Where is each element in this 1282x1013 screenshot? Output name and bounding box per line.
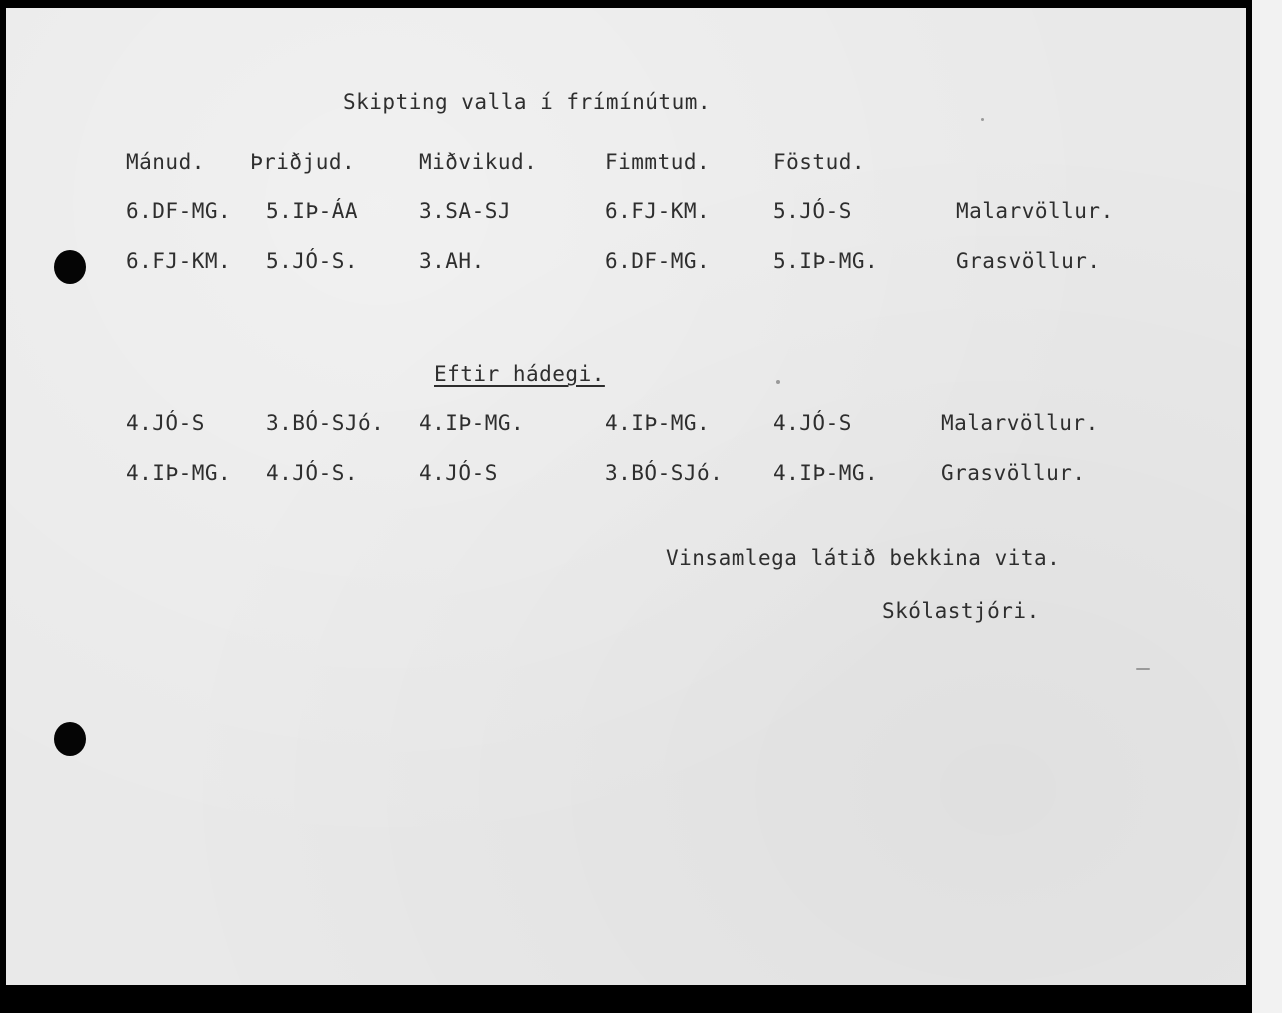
afternoon-heading: Eftir hádegi. xyxy=(434,362,605,386)
morning-row-1-monday: 6.DF-MG. xyxy=(126,199,232,223)
morning-row-2-monday: 6.FJ-KM. xyxy=(126,249,232,273)
afternoon-row-1-monday: 4.JÓ-S xyxy=(126,411,205,435)
morning-row-1-tuesday: 5.IÞ-ÁA xyxy=(266,199,359,223)
day-header-friday: Föstud. xyxy=(773,150,866,174)
afternoon-row-2-monday: 4.IÞ-MG. xyxy=(126,461,232,485)
afternoon-row-1-thursday: 4.IÞ-MG. xyxy=(605,411,711,435)
afternoon-row-2-field: Grasvöllur. xyxy=(941,461,1086,485)
afternoon-row-2-wednesday: 4.JÓ-S xyxy=(419,461,498,485)
afternoon-row-1-tuesday: 3.BÓ-SJó. xyxy=(266,411,385,435)
paper-speck xyxy=(981,118,984,121)
morning-row-2-tuesday: 5.JÓ-S. xyxy=(266,249,359,273)
afternoon-row-1-wednesday: 4.IÞ-MG. xyxy=(419,411,525,435)
morning-row-2-friday: 5.IÞ-MG. xyxy=(773,249,879,273)
morning-row-1-field: Malarvöllur. xyxy=(956,199,1114,223)
scan-edge-strip xyxy=(1252,0,1282,1013)
closing-note: Vinsamlega látið bekkina vita. xyxy=(666,546,1061,570)
day-header-wednesday: Miðvikud. xyxy=(419,150,538,174)
morning-row-2-field: Grasvöllur. xyxy=(956,249,1101,273)
afternoon-row-1-field: Malarvöllur. xyxy=(941,411,1099,435)
punch-hole-top xyxy=(54,250,86,284)
afternoon-row-2-tuesday: 4.JÓ-S. xyxy=(266,461,359,485)
morning-row-2-wednesday: 3.AH. xyxy=(419,249,485,273)
signature: Skólastjóri. xyxy=(882,599,1040,623)
page-title: Skipting valla í frímínútum. xyxy=(343,90,712,114)
day-header-thursday: Fimmtud. xyxy=(605,150,711,174)
afternoon-row-2-friday: 4.IÞ-MG. xyxy=(773,461,879,485)
afternoon-row-1-friday: 4.JÓ-S xyxy=(773,411,852,435)
afternoon-row-2-thursday: 3.BÓ-SJó. xyxy=(605,461,724,485)
typewritten-sheet xyxy=(6,8,1246,985)
punch-hole-bottom xyxy=(54,722,86,756)
day-header-tuesday: Þriðjud. xyxy=(250,150,356,174)
paper-speck xyxy=(1136,668,1150,670)
morning-row-2-thursday: 6.DF-MG. xyxy=(605,249,711,273)
day-header-monday: Mánud. xyxy=(126,150,205,174)
paper-speck xyxy=(776,380,780,384)
morning-row-1-thursday: 6.FJ-KM. xyxy=(605,199,711,223)
morning-row-1-friday: 5.JÓ-S xyxy=(773,199,852,223)
morning-row-1-wednesday: 3.SA-SJ xyxy=(419,199,512,223)
